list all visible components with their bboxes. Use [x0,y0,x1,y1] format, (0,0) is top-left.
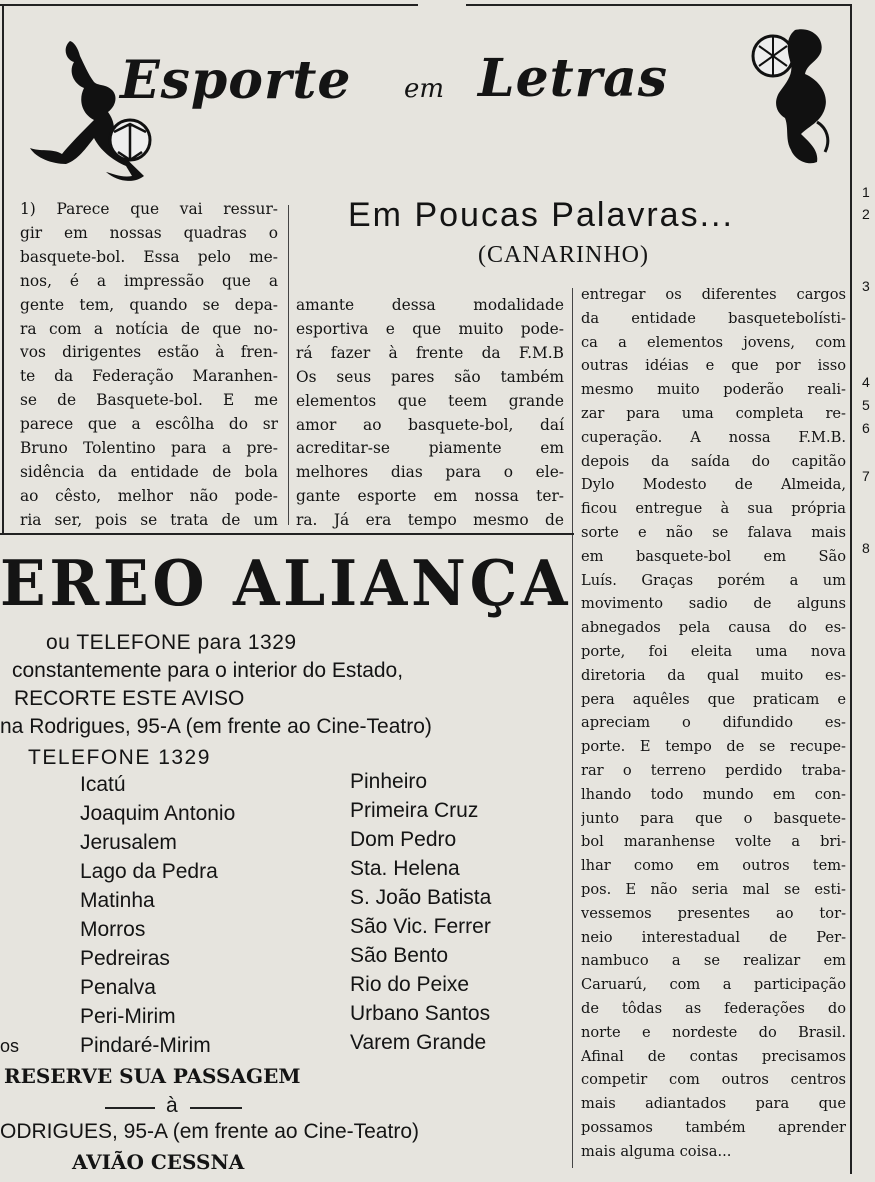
text-line: gante esporte em nossa ter- [296,487,564,506]
text-line: competir com outros centros [581,1071,846,1089]
text-line: amante dessa modalidade [296,296,564,314]
text-line: depois da saída do capitão [581,452,846,470]
text-line: esportiva e que muito pode- [296,319,564,338]
text-line: ra. Já era tempo mesmo de [296,511,564,530]
text-line: mesmo muito poderão reali- [581,381,846,399]
text-line: possamos também aprender [581,1118,846,1136]
ad-interior-line: constantemente para o interior do Estado, [12,659,404,682]
masthead-word-esporte: Esporte [120,50,352,111]
text-line: rá fazer à frente da F.M.B [296,343,564,362]
ad-telefone-line: ou TELEFONE para 1329 [46,631,297,654]
text-line: bol maranhense volte a bri- [581,833,846,851]
city-item: Primeira Cruz [350,799,479,822]
article-headline: Em Poucas Palavras... [348,196,734,234]
column-rule-2 [572,288,573,1168]
text-line: rar o terreno perdido traba- [581,761,846,779]
ad-dash-right [190,1107,242,1109]
text-line: cuperação. A nossa F.M.B. [581,428,846,446]
text-line: lhar como em outros tem- [581,857,846,875]
text-line: sorte e não se falava mais [581,523,846,541]
text-line: basquete-bol. Essa pelo me- [20,247,278,266]
ad-recorte-line: RECORTE ESTE AVISO [14,687,245,710]
text-line: norte e nordeste do Brasil. [581,1023,846,1041]
city-item: Pindaré-Mirim [80,1034,211,1057]
ad-address-line: na Rodrigues, 95-A (em frente ao Cine-Teatro) [0,715,432,738]
text-line: acreditar-se piamente em [296,439,564,458]
article-column-3 [581,283,846,1163]
basketball-player-illustration [745,22,835,172]
text-line: abnegados pela causa do es- [581,619,846,637]
city-item: Pinheiro [350,770,428,793]
margin-digit: 2 [862,206,870,222]
text-line: gir em nossas quadras o [20,223,278,242]
city-item: Varem Grande [350,1031,487,1054]
article-bottom-rule [0,533,574,535]
right-border [850,4,852,1174]
text-line: sidência da entidade de bola [20,462,278,481]
text-line: apreciam o difundido es- [581,714,846,732]
city-item: Icatú [80,773,126,796]
text-line: Os seus pares são também [296,367,564,386]
article-byline: (CANARINHO) [478,242,649,268]
text-line: te da Federação Maranhen- [20,367,278,386]
ad-edge-fragment: os [0,1036,20,1056]
text-line: vessemos presentes ao tor- [581,904,846,922]
ad-a-line: à [166,1094,178,1117]
column-rule-1 [288,205,289,525]
left-border [2,4,4,534]
text-line: melhores dias para o ele- [296,463,564,482]
city-item: Lago da Pedra [80,860,218,883]
city-item: Urbano Santos [350,1002,491,1025]
margin-digit: 8 [862,540,870,556]
text-line: pera aquêles que praticam e [581,690,846,708]
margin-digit: 4 [862,374,870,390]
text-line: neio interestadual de Per- [581,928,846,946]
city-item: Peri-Mirim [80,1005,176,1028]
text-line: parece que a escôlha do sr [20,415,278,434]
text-line: ca a elementos jovens, com [581,333,846,351]
city-item: São Bento [350,944,449,967]
text-line: 1) Parece que vai ressur- [20,200,278,218]
ad-dash-left [105,1107,155,1109]
text-line: gente tem, quando se depa- [20,295,278,314]
ad-reserve-line: RESERVE SUA PASSAGEM [4,1064,301,1088]
text-line: entregar os diferentes cargos [581,286,846,303]
city-item: Rio do Peixe [350,973,470,996]
text-line: porte. E tempo de se recupe- [581,738,846,756]
city-item: S. João Batista [350,886,492,909]
text-line: Afinal de contas precisamos [581,1047,846,1065]
city-item: Sta. Helena [350,857,460,880]
text-line: zar para uma completa re- [581,404,846,422]
text-line: ra com a notícia de que no- [20,319,278,338]
masthead-word-letras: Letras [478,48,669,109]
text-line: Caruarú, com a participação [581,976,846,994]
text-line: ficou entregue à sua própria [581,500,846,518]
margin-digit: 1 [862,184,870,200]
text-line: lhando todo mundo em con- [581,785,846,803]
city-item: Joaquim Antonio [80,802,236,825]
city-item: São Vic. Ferrer [350,915,491,938]
margin-digit: 3 [862,278,870,294]
city-item: Penalva [80,976,156,999]
margin-digit: 6 [862,420,870,436]
text-line: Bruno Tolentino para a pre- [20,439,278,458]
masthead-word-em: em [404,74,445,104]
text-line: elementos que teem grande [296,391,564,410]
text-line: porte, foi eleita uma nova [581,642,846,660]
article-column-2 [296,294,564,533]
city-item: Morros [80,918,146,941]
ad-plane-line: AVIÃO CESSNA [72,1150,245,1174]
text-line: Luís. Graças porém a um [581,571,846,589]
text-line: ria ser, pois se trata de um [20,510,278,529]
text-line: mais adiantados para que [581,1095,846,1113]
text-line: diretoria da qual muito es- [581,666,846,684]
city-item: Matinha [80,889,155,912]
text-line: se de Basquete-bol. E me [20,391,278,410]
text-line: nambuco a se realizar em [581,952,846,970]
margin-digit: 7 [862,468,870,484]
article-column-1 [20,198,278,533]
text-line: da entidade basquetebolísti- [581,309,846,327]
ad-telefone-line-2: TELEFONE 1329 [28,746,211,769]
text-line: movimento sadio de alguns [581,595,846,613]
ad-title: EREO ALIANÇA [0,546,572,620]
text-line: amor ao basquete-bol, daí [296,415,564,434]
text-line: em basquete-bol em São [581,547,846,565]
text-line: outras idéias e que por isso [581,357,846,375]
margin-digit: 5 [862,397,870,413]
text-line: vos dirigentes estão à fren- [20,343,278,362]
text-line: Dylo Modesto de Almeida, [581,476,846,494]
text-line: pos. E não seria mal se esti- [581,880,846,898]
city-item: Pedreiras [80,947,170,970]
ad-address-line-2: ODRIGUES, 95-A (em frente ao Cine-Teatro) [0,1120,419,1143]
top-rule-left [0,4,418,6]
city-item: Dom Pedro [350,828,457,851]
text-line: de tôdas as federações do [581,999,846,1017]
text-line: ao cêsto, melhor não pode- [20,486,278,505]
text-line: junto para que o basquete- [581,809,846,827]
city-item: Jerusalem [80,831,177,854]
text-line: nos, é a impressão que a [20,271,278,290]
top-rule-right [466,4,851,6]
text-line: mais alguma coisa... [581,1142,732,1160]
